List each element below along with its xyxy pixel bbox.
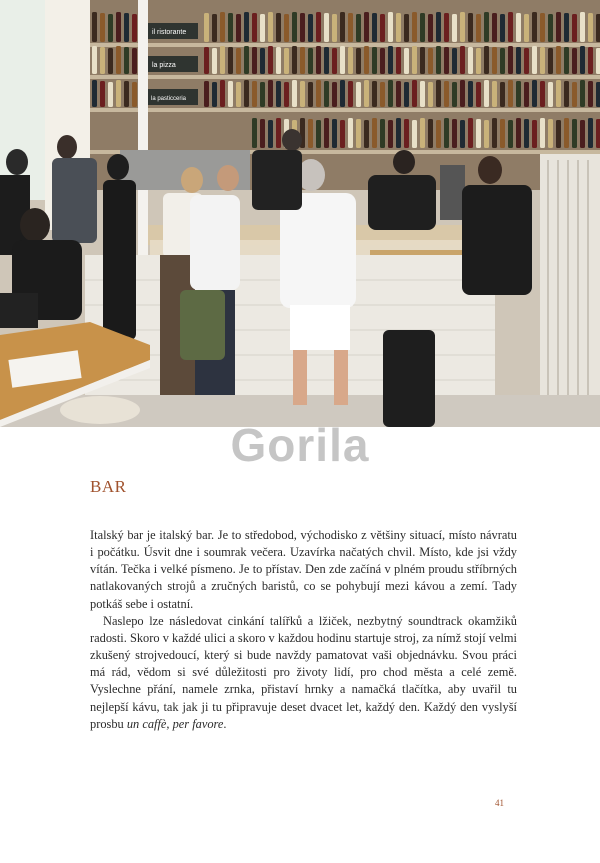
bottle [100, 13, 105, 42]
bottle [332, 82, 337, 107]
bottle [468, 47, 473, 74]
bottle [532, 120, 537, 148]
bottle [244, 46, 249, 74]
bottle [516, 47, 521, 74]
bottle [524, 82, 529, 107]
bottle [108, 82, 113, 107]
bottle [364, 46, 369, 74]
bottle [116, 12, 121, 42]
bottle [340, 12, 345, 42]
bottle [532, 46, 537, 74]
bottle [420, 47, 425, 74]
bottle [100, 47, 105, 74]
bottle [244, 80, 249, 107]
bottle [468, 118, 473, 148]
bottle [572, 82, 577, 107]
bottle [332, 119, 337, 148]
bottle [292, 80, 297, 107]
bottle [412, 120, 417, 148]
bottle [532, 12, 537, 42]
bottle [252, 81, 257, 107]
bottle [556, 80, 561, 107]
bottle [412, 80, 417, 107]
bottle [452, 82, 457, 107]
bottle [236, 82, 241, 107]
bottle [428, 14, 433, 42]
bottle [284, 82, 289, 107]
bottle [292, 46, 297, 74]
bottle [100, 81, 105, 107]
bottle [516, 118, 521, 148]
paragraph-1: Italský bar je italský bar. Je to středobod, východisko z většiny situací, místo návratu i počátku. Úsvit dne i soumrak večera. Uzavírka načatých chvil. Místo, kde jsi vždy vítán. Tečka i velké písmeno. Je to přístav. Den zde začíná v plném proudu stříbrných natlakovaných strojů a zručných baristů, co se pohybují mezi kávou a zemí. Tady potkáš sebe i ostatní. [90, 528, 517, 611]
bottle [228, 13, 233, 42]
bottle [540, 81, 545, 107]
shelf-sign-3: la pasticceria [151, 96, 187, 102]
bottle [572, 48, 577, 74]
bottle [420, 81, 425, 107]
bottle [500, 48, 505, 74]
bottle [364, 80, 369, 107]
bottle [372, 47, 377, 74]
bottle [556, 46, 561, 74]
page-number: 41 [495, 798, 504, 808]
bottle [412, 46, 417, 74]
bottle [260, 14, 265, 42]
bar-photo [0, 0, 600, 427]
bottle [572, 119, 577, 148]
bottle [316, 12, 321, 42]
body-text [90, 527, 517, 733]
bottle [476, 119, 481, 148]
bottle [324, 13, 329, 42]
bottle [524, 14, 529, 42]
bottle [540, 47, 545, 74]
bottle [436, 120, 441, 148]
bottle [308, 14, 313, 42]
bottle [380, 14, 385, 42]
bottle [252, 13, 257, 42]
bottle [540, 118, 545, 148]
bottle [500, 119, 505, 148]
bottle [484, 12, 489, 42]
bottle [300, 13, 305, 42]
bottle [580, 120, 585, 148]
bottle [532, 80, 537, 107]
bottle [260, 119, 265, 148]
bottle [564, 118, 569, 148]
bottle [340, 46, 345, 74]
bottle [404, 14, 409, 42]
bottle [124, 81, 129, 107]
bottle [380, 48, 385, 74]
bottle [460, 12, 465, 42]
bottle [236, 14, 241, 42]
bottle [276, 81, 281, 107]
bottle [220, 46, 225, 74]
bottle [460, 80, 465, 107]
bottle [596, 119, 600, 148]
bottle [108, 14, 113, 42]
bottle [492, 13, 497, 42]
bottle [388, 120, 393, 148]
bottle [436, 80, 441, 107]
bottle [476, 14, 481, 42]
bottle [116, 80, 121, 107]
bottle [476, 82, 481, 107]
bottle [580, 80, 585, 107]
bottle [524, 48, 529, 74]
bottle [404, 48, 409, 74]
bottle [220, 12, 225, 42]
bottle [380, 119, 385, 148]
bottle [444, 13, 449, 42]
bottle [268, 80, 273, 107]
bottle [388, 46, 393, 74]
paragraph-2-italic: un caffè, per favore [126, 716, 224, 731]
bottle [204, 47, 209, 74]
bottle [516, 81, 521, 107]
bottle [316, 120, 321, 148]
bottle [308, 48, 313, 74]
bottle [324, 47, 329, 74]
bottle [340, 80, 345, 107]
bottle [596, 82, 600, 107]
bottle [348, 47, 353, 74]
bottle [356, 14, 361, 42]
bottle [492, 47, 497, 74]
bottle [372, 118, 377, 148]
bottle [324, 81, 329, 107]
bottle [588, 47, 593, 74]
bottle [380, 82, 385, 107]
bottle [564, 47, 569, 74]
bottle [396, 47, 401, 74]
bottle [428, 119, 433, 148]
bottle [388, 80, 393, 107]
bottle [132, 48, 137, 74]
bottle [444, 47, 449, 74]
bottle [428, 48, 433, 74]
bottle [244, 12, 249, 42]
bottle [452, 119, 457, 148]
bottle [92, 46, 97, 74]
bottle [420, 13, 425, 42]
bottle [404, 82, 409, 107]
bottle [132, 82, 137, 107]
bottle [444, 118, 449, 148]
bottle [220, 80, 225, 107]
bottle [332, 48, 337, 74]
bottle [236, 48, 241, 74]
bottle [412, 12, 417, 42]
bottle [204, 13, 209, 42]
bottle [484, 120, 489, 148]
bottle [316, 46, 321, 74]
bottle [516, 13, 521, 42]
bottle [348, 118, 353, 148]
bottle [540, 13, 545, 42]
bottle [404, 119, 409, 148]
bottle [212, 48, 217, 74]
bottle [396, 13, 401, 42]
bottle [596, 48, 600, 74]
chapter-heading: BAR [90, 477, 127, 496]
bottle [556, 120, 561, 148]
bottle [500, 14, 505, 42]
bottle [548, 119, 553, 148]
bottle [364, 12, 369, 42]
bottle [316, 80, 321, 107]
bottle [116, 46, 121, 74]
bottle [228, 47, 233, 74]
bottle [364, 120, 369, 148]
bottle [268, 12, 273, 42]
bottle [436, 12, 441, 42]
bottle [396, 118, 401, 148]
bottle [204, 81, 209, 107]
bottle [284, 14, 289, 42]
bottle [484, 46, 489, 74]
bottle [132, 14, 137, 42]
bottle [580, 46, 585, 74]
watermark: Gorila [230, 419, 370, 471]
bottle [348, 81, 353, 107]
bottle [508, 80, 513, 107]
bottle [508, 12, 513, 42]
paragraph-2-end: . [223, 716, 227, 731]
bottle [276, 13, 281, 42]
bottle [276, 47, 281, 74]
bottle [460, 46, 465, 74]
bottle [596, 14, 600, 42]
bottle [308, 119, 313, 148]
bottle [580, 12, 585, 42]
bottle [588, 118, 593, 148]
bottle [252, 118, 257, 148]
bottle [492, 118, 497, 148]
bottle [588, 13, 593, 42]
bottle [356, 119, 361, 148]
bottle [500, 82, 505, 107]
bottle [292, 12, 297, 42]
bottle [268, 46, 273, 74]
bottle [444, 81, 449, 107]
bottle [572, 14, 577, 42]
bottle [124, 47, 129, 74]
bottle [372, 81, 377, 107]
bottle [508, 46, 513, 74]
bottle [340, 120, 345, 148]
bottle [588, 81, 593, 107]
bottle [284, 48, 289, 74]
bottle [452, 48, 457, 74]
bottle [372, 13, 377, 42]
bottle [300, 81, 305, 107]
bottle [348, 13, 353, 42]
bottle [508, 120, 513, 148]
bottle [420, 118, 425, 148]
bottle [252, 47, 257, 74]
bottle [356, 48, 361, 74]
shelf-sign-1: il ristorante [152, 29, 187, 36]
bottle [92, 12, 97, 42]
bottle [228, 81, 233, 107]
bottle [436, 46, 441, 74]
bottle [396, 81, 401, 107]
bottle [484, 80, 489, 107]
bottle [212, 14, 217, 42]
bottle [124, 13, 129, 42]
bottle [492, 81, 497, 107]
paragraph-2-text: Naslepo lze následovat cinkání talířků a lžiček, nezbytný soundtrack okamžiků radosti. Skoro v každé ulici a skoro v každou hodinu startuje stroj, za nímž stojí velmi zkušený strojvedoucí, který si bude navždy pamatovat vaši objednávku. Svou práci má rád, vědom si své důležitosti pro životy lidí, pro chod města a celé země. Vyslechne přání, namele zrnka, přistaví hrnky a namačká tlačítka, aby uvařil tu nejlepší kávu, tak jak ji tu připravuje deset dvacet let, každý den. Každý den vyslyší prosbu [90, 613, 517, 731]
bottle [92, 80, 97, 107]
bottle [388, 12, 393, 42]
bottle [452, 14, 457, 42]
bottle [556, 12, 561, 42]
paragraph-2 [90, 613, 517, 733]
bottle [260, 82, 265, 107]
bottle [548, 82, 553, 107]
bottle [476, 48, 481, 74]
bottle [356, 82, 361, 107]
bottle [564, 81, 569, 107]
bottle [468, 13, 473, 42]
bottle [548, 48, 553, 74]
bottle [212, 82, 217, 107]
bottle [260, 48, 265, 74]
bottle [460, 120, 465, 148]
bottle [524, 119, 529, 148]
bottle [468, 81, 473, 107]
shelf-sign-2: la pizza [152, 62, 176, 69]
bottle [108, 48, 113, 74]
bottle [308, 82, 313, 107]
bottle [548, 14, 553, 42]
bottle [564, 13, 569, 42]
bottle [268, 120, 273, 148]
bottle [428, 82, 433, 107]
bottle [324, 118, 329, 148]
bottle [300, 47, 305, 74]
bottle [276, 118, 281, 148]
bottle [332, 14, 337, 42]
